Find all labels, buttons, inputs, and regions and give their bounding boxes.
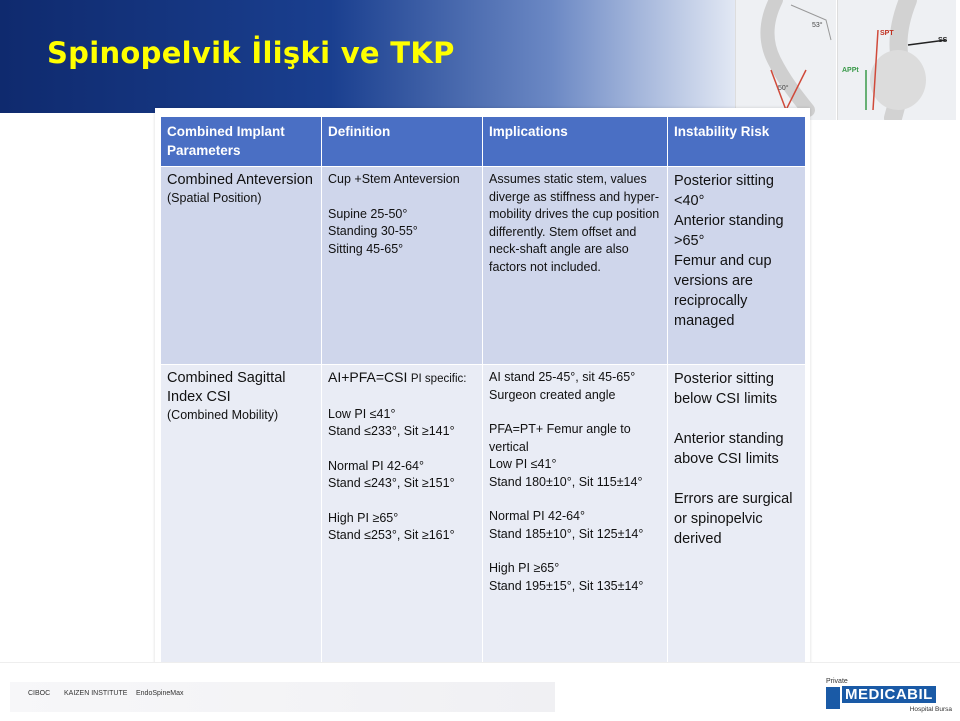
definition-line: Low PI ≤41° (328, 406, 396, 421)
implications-line: Stand 180±10°, Sit 115±14° (489, 474, 643, 489)
instability-risk-cell (668, 167, 806, 365)
definition-cell (322, 167, 483, 365)
implications-line: AI stand 25-45°, sit 45-65° (489, 370, 636, 384)
ciboc-logo: CIBOC (28, 690, 51, 697)
angle-label-1: 53° (812, 22, 823, 29)
implications-cell (483, 365, 668, 668)
param-subtitle: (Combined Mobility) (167, 408, 279, 422)
definition-line: Stand ≤243°, Sit ≥151° (328, 476, 455, 490)
brand-name: MEDICABIL (842, 686, 936, 703)
table-row (161, 365, 806, 668)
risk-line: Posterior sitting below CSI limits (674, 371, 778, 407)
definition-line: Stand ≤233°, Sit ≥141° (328, 424, 455, 438)
spt-label: SPT (880, 30, 894, 37)
implications-line: PFA=PT+ Femur angle to vertical (489, 422, 631, 454)
sponsor-logos-strip (10, 682, 555, 712)
implications-cell (483, 167, 668, 365)
header-implications: Implications (483, 117, 668, 167)
implant-parameters-table (160, 116, 806, 668)
implant-parameters-table-panel (155, 108, 810, 670)
implications-line: Low PI ≤41° (489, 457, 557, 471)
appt-label: APPt (842, 67, 859, 74)
slide-title: Spinopelvik İlişki ve TKP (47, 36, 455, 70)
risk-line: Anterior standing above CSI limits (674, 431, 784, 467)
implications-line: High PI ≥65° (489, 561, 560, 575)
risk-line: Posterior sitting <40° (674, 173, 774, 209)
brand-city: Hospital Bursa (909, 706, 952, 713)
endospinemax-logo: EndoSpineMax (136, 690, 184, 697)
brand-private-label: Private (826, 678, 848, 685)
implications-line: Stand 185±10°, Sit 125±14° (489, 526, 644, 541)
risk-line: Errors are surgical or spinopelvic derived (674, 491, 793, 547)
risk-line: Anterior standing >65° (674, 213, 784, 249)
spine-pelvis-illustration-left (735, 0, 836, 120)
brand-mark-icon (826, 687, 840, 709)
header-combined-implant-parameters: Combined Implant Parameters (161, 117, 322, 167)
kaizen-logo: KAIZEN INSTITUTE (64, 690, 128, 697)
definition-lead-line (328, 369, 476, 389)
angle-label-2: 50° (778, 85, 789, 92)
instability-risk-cell (668, 365, 806, 668)
definition-line: Supine 25-50° (328, 206, 408, 221)
definition-line: Standing 30-55° (328, 224, 418, 238)
header-instability-risk: Instability Risk (668, 117, 806, 167)
implications-line: Normal PI 42-64° (489, 509, 586, 523)
medicabil-logo (826, 678, 954, 718)
header-definition: Definition (322, 117, 483, 167)
param-subtitle: (Spatial Position) (167, 191, 262, 205)
definition-line: Stand ≤253°, Sit ≥161° (328, 528, 455, 542)
definition-cell (322, 365, 483, 668)
definition-lead: Cup +Stem Anteversion (328, 172, 460, 186)
implications-line: Stand 195±15°, Sit 135±14° (489, 578, 644, 593)
definition-line: Normal PI 42-64° (328, 458, 425, 473)
definition-lead-suffix: PI specific: (410, 373, 467, 385)
param-cell (161, 167, 322, 365)
definition-line: High PI ≥65° (328, 510, 399, 525)
param-name: Combined Anteversion (167, 172, 313, 188)
definition-lead: AI+PFA=CSI (328, 369, 408, 385)
definition-line: Sitting 45-65° (328, 241, 404, 256)
table-header-row (161, 117, 806, 167)
table-row (161, 167, 806, 365)
ss-label: SS (938, 37, 948, 44)
param-cell (161, 365, 322, 668)
implications-line: Surgeon created angle (489, 387, 616, 402)
param-name: Combined Sagittal Index CSI (167, 370, 286, 405)
spine-pelvis-illustration-right (837, 0, 956, 120)
risk-line: Femur and cup versions are reciprocally managed (674, 253, 772, 329)
implications-text: Assumes static stem, values diverge as stiffness and hyper-mobility drives the cup position differently. Stem offset and neck-shaft angle are also factors not included. (489, 172, 660, 274)
